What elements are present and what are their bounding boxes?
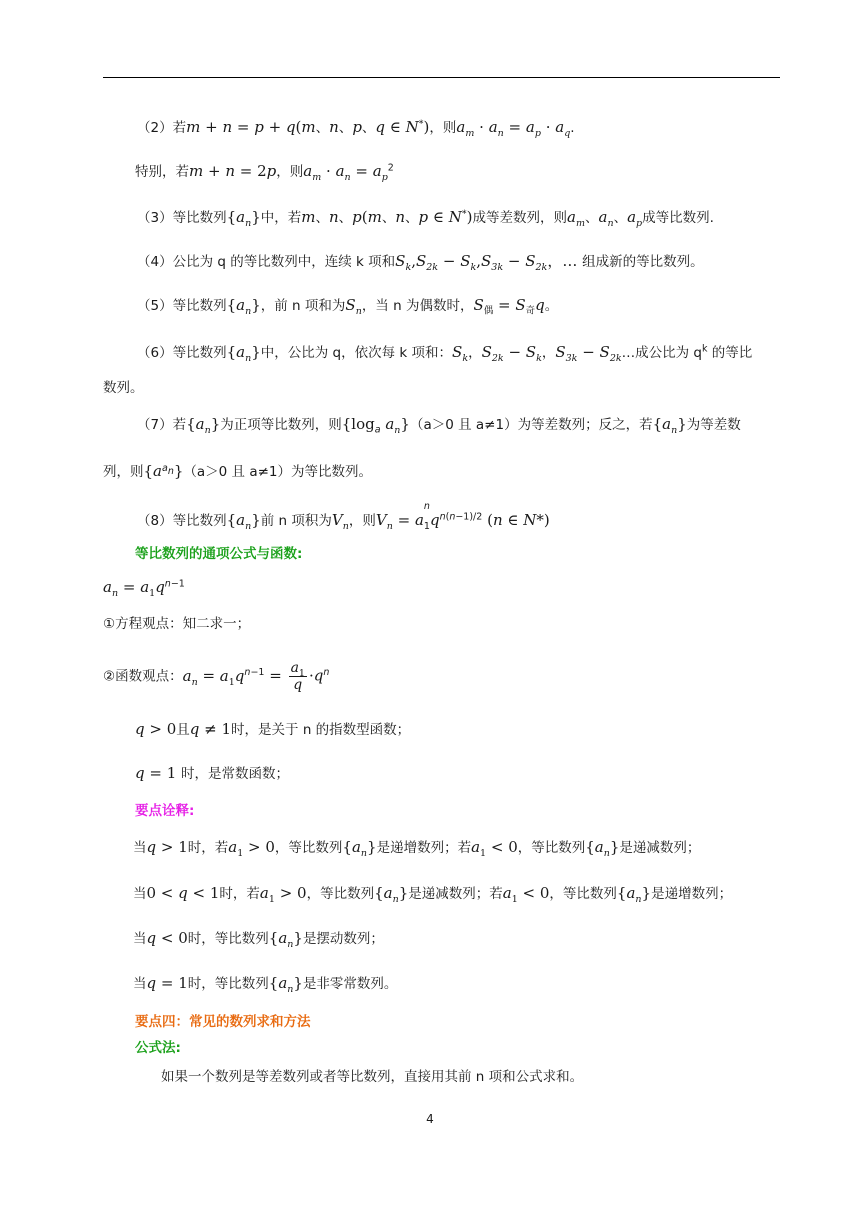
text: 要点诠释: bbox=[135, 803, 195, 819]
text: ①方程观点：知二求一； bbox=[103, 616, 251, 632]
text: 是递增数列； bbox=[651, 886, 733, 902]
text: 如果一个数列是等差数列或者等比数列，直接用其前 n 项和公式求和。 bbox=[161, 1069, 584, 1085]
view-equation bbox=[103, 614, 783, 634]
text: 时，若 bbox=[219, 886, 260, 902]
text: 是递减数列；若 bbox=[408, 886, 503, 902]
text: 列，则 bbox=[103, 464, 144, 480]
text: 为正项等比数列，则 bbox=[220, 417, 342, 433]
text: 成等比数列. bbox=[642, 210, 714, 226]
text: （6）等比数列 bbox=[137, 345, 227, 361]
text: （3）等比数列 bbox=[137, 210, 227, 226]
text: 当 bbox=[133, 840, 147, 856]
text: （a＞0 且 a≠1）为等比数列。 bbox=[183, 464, 373, 480]
text: 当 bbox=[133, 931, 147, 947]
text: ，等比数列 bbox=[517, 840, 586, 856]
text: ，则 bbox=[429, 120, 457, 136]
text: 要点四：常见的数列求和方法 bbox=[135, 1014, 311, 1030]
text: 的等比 bbox=[707, 345, 753, 361]
text: 时，是常数函数； bbox=[181, 766, 290, 782]
text: 是非零常数列。 bbox=[302, 976, 398, 992]
note-4: 当q = 1时，等比数列$\{a_n\}$是非零常数列。 bbox=[133, 974, 398, 995]
text: （a＞0 且 a≠1）为等差数列；反之，若 bbox=[409, 417, 653, 433]
heading-general-term bbox=[135, 544, 815, 564]
text: ，等比数列 bbox=[306, 886, 375, 902]
property-7: （7）若$\{a_n\}$为正项等比数列，则{$\log_a$ $a_n\}(a>0$ 且 a≠1）为等差数列；反之，若$\{a_n\}$为等差数 bbox=[137, 415, 741, 436]
property-2-special: 特别，若m + n = 2p，则$a_m \cdot a_n = a_p^2$ bbox=[135, 162, 394, 183]
general-term-formula: $a_n = a_1q^{n-1}$ bbox=[103, 578, 185, 599]
heading-point-4 bbox=[135, 1012, 815, 1032]
text: 组成新的等比数列。 bbox=[582, 254, 704, 270]
text: 为等差数 bbox=[686, 417, 741, 433]
note-3: 当q < 0时，等比数列$\{a_n\}$是摆动数列； bbox=[133, 929, 384, 950]
text: 前 n 项积为 bbox=[260, 513, 332, 529]
text: 时，是关于 n 的指数型函数； bbox=[231, 722, 411, 738]
heading-formula-method bbox=[135, 1038, 815, 1058]
text: ，当 n 为偶数时， bbox=[361, 298, 474, 314]
property-2: （2）若m + n = p + q(m、n、p、q ∈ N*)，则$a_m \cdot a_n = a_p \cdot a_q$. bbox=[137, 118, 575, 139]
text: （8）等比数列 bbox=[137, 513, 227, 529]
text: 是递减数列； bbox=[619, 840, 701, 856]
text: …成公比为 q bbox=[621, 345, 702, 361]
text: 时，等比数列 bbox=[187, 931, 269, 947]
q-one-condition: q = 1 时，是常数函数； bbox=[135, 764, 290, 782]
note-1: 当q > 1时，若$a_1 > 0$，等比数列$\{a_n\}$是递增数列；若$a_1 < 0$，等比数列$\{a_n\}$是递减数列； bbox=[133, 838, 701, 859]
text: 成等差数列，则 bbox=[472, 210, 568, 226]
text: 中，公比为 q，依次每 k 项和： bbox=[260, 345, 453, 361]
text: 是摆动数列； bbox=[302, 931, 384, 947]
property-4: （4）公比为 q 的等比数列中，连续 k 项和$S_k,S_{2k} - S_k,S_{3k} - S_{2k}$，… 组成新的等比数列。 bbox=[137, 252, 704, 273]
text: ，则 bbox=[348, 513, 376, 529]
text: ，等比数列 bbox=[549, 886, 617, 902]
text: 是递增数列；若 bbox=[376, 840, 472, 856]
text: ，则 bbox=[276, 164, 304, 180]
view-function: ②函数观点：$a_n = a_1q^{n-1}$ = $\frac{a_1}{q}$ $\cdot q^n$ bbox=[103, 660, 330, 693]
text: 特别，若 bbox=[135, 164, 189, 180]
property-6: （6）等比数列$\{a_n\}$中，公比为 q，依次每 k 项和：$S_k$，$S_{2k} - S_k$，$S_{3k}$ − $S_{2k}\dots$成公比为 $q^k$ 的等比 bbox=[137, 343, 753, 364]
formula-method-text bbox=[161, 1067, 841, 1087]
text: ②函数观点： bbox=[103, 668, 183, 685]
note-2: 当0 < q < 1时，若$a_1 > 0$，等比数列$\{a_n\}$是递减数列；若$a_1 < 0$，等比数列$\{a_n\}$是递增数列； bbox=[133, 884, 733, 905]
text: （4）公比为 q 的等比数列中，连续 k 项和 bbox=[137, 254, 396, 270]
property-5: （5）等比数列$\{a_n\}$，前 n 项和为$S_n$，当 n 为偶数时，$S_偶 = S_奇q$。 bbox=[137, 296, 559, 317]
text: 时，若 bbox=[187, 840, 229, 856]
text: （5）等比数列 bbox=[137, 298, 227, 314]
text: 等比数列的通项公式与函数: bbox=[135, 546, 303, 562]
text: 数列。 bbox=[103, 380, 144, 396]
property-7-cont: 列，则$\{a^{a_n}\}(a>0$ 且 a≠1）为等比数列。 bbox=[103, 462, 373, 480]
q-positive-condition: q > 0且q ≠ 1时，是关于 n 的指数型函数； bbox=[135, 720, 411, 738]
text: （2）若 bbox=[137, 120, 187, 136]
text: 时，等比数列 bbox=[187, 976, 269, 992]
text: ，等比数列 bbox=[274, 840, 343, 856]
property-3: （3）等比数列$\{a_n\}$中，若m、n、p(m、n、p ∈ N*)成等差数列，则$a_m$、$a_n$、$a_p$成等比数列. bbox=[137, 208, 714, 229]
text: ，前 n 项和为 bbox=[260, 298, 346, 314]
heading-notes bbox=[135, 801, 815, 821]
text: k bbox=[702, 343, 708, 355]
text: （7）若 bbox=[137, 417, 187, 433]
text: 中，若 bbox=[260, 210, 302, 226]
text: 当 bbox=[133, 886, 147, 902]
text: 公式法: bbox=[135, 1040, 181, 1056]
text: 当 bbox=[133, 976, 147, 992]
property-8: （8）等比数列$\{a_n\}$前 n 项积为$V_n$，则$V_n = a$ $_{n 1}q^{n(n-1)/2}$ (n ∈ N*) bbox=[137, 500, 550, 532]
page-number: 4 bbox=[426, 1112, 434, 1126]
property-6-cont bbox=[103, 378, 783, 398]
header-rule bbox=[103, 77, 780, 78]
